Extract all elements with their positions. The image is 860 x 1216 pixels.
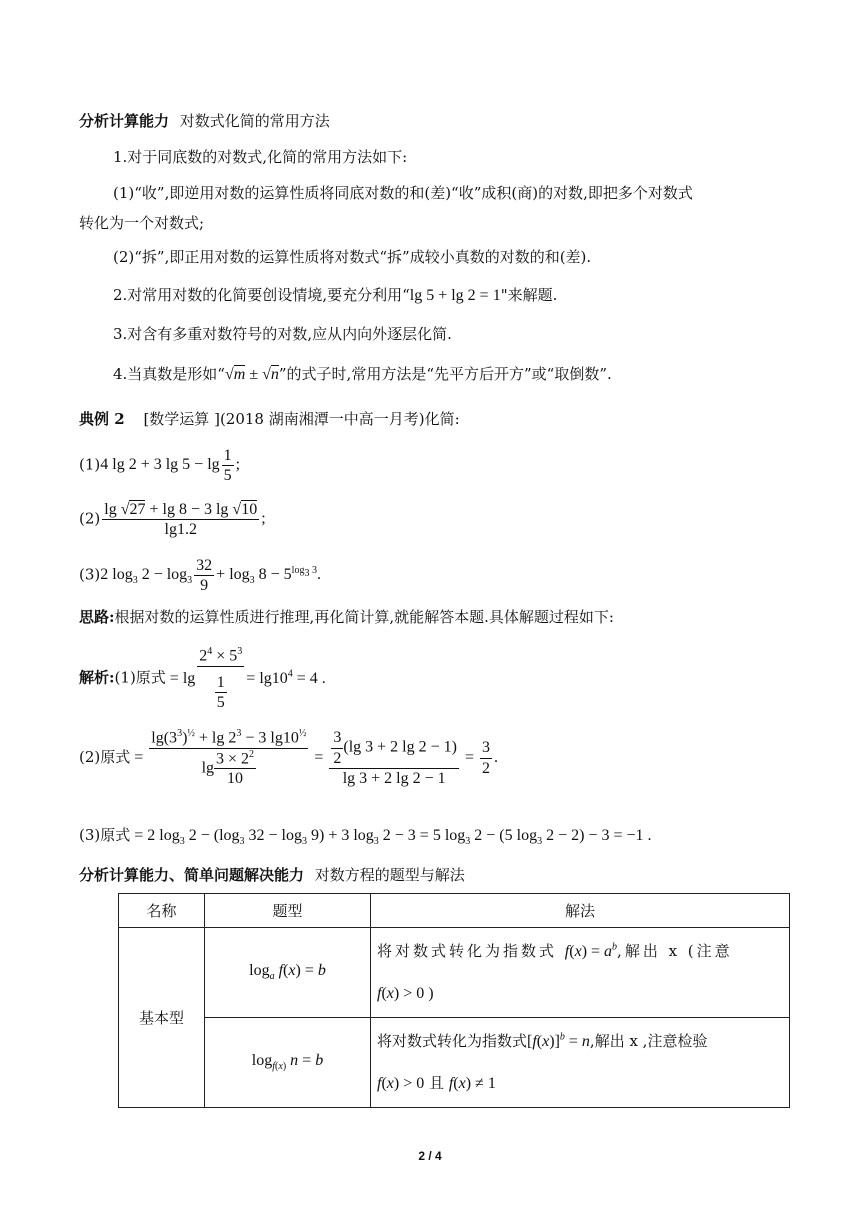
table-cell-solution-1-text-b: ,解出 x (注意 (617, 941, 733, 960)
solution-1-formula: = lg $\frac{2^4 \times 5^3}{\frac{1}{5}}$ = $\lg 10^4 = 4$ . (165, 646, 326, 711)
table-cell-solution-2-text-a: 将对数式转化为指数式 (377, 1031, 528, 1050)
section-heading (79, 112, 330, 131)
solution-3-label: (3)原式 (79, 826, 131, 844)
table-header-row (119, 894, 790, 928)
table-cell-solution-1-text-a: 将对数式转化为指数式 (377, 941, 558, 960)
example-tag: [数学运算 ] (143, 410, 220, 428)
method-item-6 (113, 365, 612, 385)
method-item-6-pre: 4.当真数是形如“ (113, 365, 225, 383)
table-row (119, 1018, 790, 1108)
table-cell-solution-1: 将对数式转化为指数式 $f(x) = a^b$,解出 x (注意 f(x) > 0 ) (371, 928, 790, 1018)
solution-3 (79, 826, 652, 849)
section2-heading-bold: 分析计算能力、简单问题解决能力 (79, 866, 305, 884)
table-cell-solution-2-and: 且 (429, 1073, 445, 1092)
idea-line (79, 608, 614, 627)
example-label: 典例 2 (79, 410, 125, 428)
example-header (79, 410, 460, 429)
method-item-4-formula: lg 5 + lg 2 = 1 (409, 287, 501, 304)
idea-label: 思路: (79, 608, 115, 626)
question-3 (79, 556, 321, 595)
solution-2 (79, 728, 498, 788)
question-3-label: (3) (79, 565, 101, 584)
table-cell-solution-2: 将对数式转化为指数式$[f(x)]^b = n$,解出 x ,注意检验 f(x) > 0 且 f(x) ≠ 1 (371, 1018, 790, 1108)
table-cell-type-1: $\log_a f(x) = b$ (205, 928, 371, 1018)
method-item-2a: (1)“收”,即逆用对数的运算性质将同底对数的和(差)“收”成积(商)的对数,即把多个对数式 (113, 184, 693, 202)
example-source: (2018 湖南湘潭一中高一月考)化简: (219, 410, 460, 428)
question-1-formula: 4 lg 2 + 3 lg 5 − lg $\frac{1}{5}$ ; (100, 447, 241, 485)
question-2 (79, 500, 266, 539)
question-2-formula: $\frac{\lg √27 + \lg 8 - 3 \lg √10}{\lg 1.2}$ ; (104, 501, 266, 539)
idea-text: 根据对数的运算性质进行推理,再化简计算,就能解答本题.具体解题过程如下: (114, 608, 614, 626)
method-item-4-post: "来解题. (500, 286, 558, 304)
sqrt-formula: √m ± √n (224, 366, 279, 383)
section2-heading-title: 对数方程的题型与解法 (314, 866, 465, 884)
table-header-type: 题型 (205, 894, 371, 928)
method-item-4-pre: 2.对常用对数的化简要创设情境,要充分利用“ (113, 286, 410, 304)
table-row (119, 928, 790, 1018)
solution-1-label: (1)原式 (114, 668, 166, 687)
question-3-formula: 2 $\log_3 2 - \log_3$ $\frac{32}{9}$ + $\log_3 8 - 5^{log_3 3}$. (100, 557, 321, 595)
table-header-solution: 解法 (371, 894, 790, 928)
method-item-4 (113, 286, 557, 306)
equation-table (118, 893, 790, 1108)
page-number: 2 / 4 (418, 1149, 442, 1163)
solution-2-formula: = $\lg(3^3)^{\frac{1}{2}} + \lg 2^3 - 3$ $\lg 10^{\frac{1}{2}}$ lg $\frac{3 \times 2^2}{10}$ = $\frac{3}{2}$ (lg 3 + 2 lg 2 − 1) lg 3 + 2 lg 2 − 1 = $\frac{3}{2}$ . (130, 728, 498, 788)
table-cell-solution-2-text-b: ,解出 x ,注意检验 (589, 1031, 708, 1050)
question-1 (79, 446, 240, 485)
section-heading-bold: 分析计算能力 (79, 112, 170, 130)
table-header-name: 名称 (119, 894, 205, 928)
method-item-5: 3.对含有多重对数符号的对数,应从内向外逐层化简. (113, 325, 452, 343)
table-cell-name: 基本型 (119, 928, 205, 1108)
section-heading-title: 对数式化简的常用方法 (179, 112, 330, 130)
question-2-label: (2) (79, 509, 101, 528)
method-item-1: 1.对于同底数的对数式,化简的常用方法如下: (113, 148, 408, 166)
solution-1 (79, 646, 326, 712)
solution-3-formula: = 2 $\log_3 2 - (\log_3$ $32 - \log_3 9) + 3$ $\log_3 2 - 3 = 5$ $\log_3 2 - (5$ $\log_3 2 - 2) - 3 = -1$ . (130, 827, 652, 848)
method-item-2b: 转化为一个对数式; (79, 214, 205, 232)
method-item-3: (2)“拆”,即正用对数的运算性质将对数式“拆”成较小真数的对数的和(差). (113, 248, 592, 266)
question-1-label: (1) (79, 455, 101, 474)
method-item-6-post: ”的式子时,常用方法是“先平方后开方”或“取倒数”. (278, 365, 612, 383)
solution-2-label: (2)原式 (79, 747, 131, 766)
table-cell-type-2: $\log_{f(x)} n = b$ (205, 1018, 371, 1108)
section2-heading (79, 866, 465, 885)
solution-label: 解析: (79, 668, 115, 687)
